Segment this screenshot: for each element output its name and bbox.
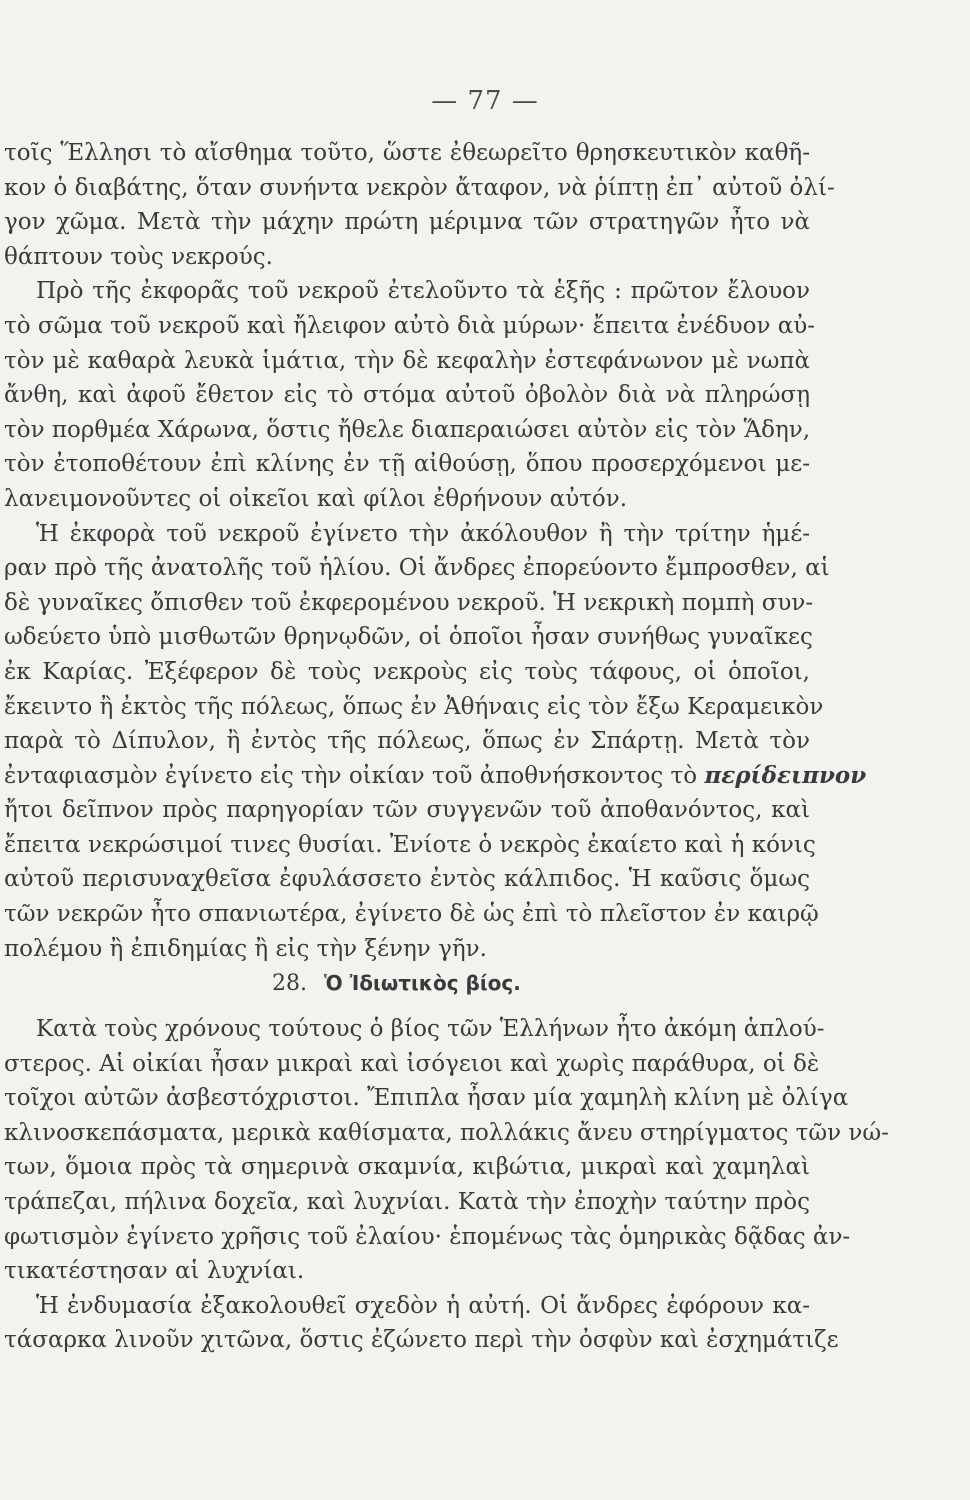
text-line: τοῖχοι αὐτῶν ἀσβεστόχριστοι. Ἔπιπλα ἦσαν μία χαμηλὴ κλίνη μὲ ὀλίγα [4,1085,849,1112]
text-line: κλινοσκεπάσματα, μερικὰ καθίσματα, πολλάκις ἄνευ στηρίγματος τῶν νώ- [4,1119,889,1146]
text-line: δὲ γυναῖκες ὄπισθεν τοῦ ἐκφερομένου νεκροῦ. Ἡ νεκρικὴ πομπὴ συν- [4,589,814,616]
text-line: γον χῶμα. Μετὰ τὴν μάχην πρώτη μέριμνα τῶν στρατηγῶν ἦτο νὰ [4,209,810,236]
text-line: ἤτοι δεῖπνον πρὸς παρηγορίαν τῶν συγγενῶν τοῦ ἀποθανόντος, καὶ [4,797,810,824]
text-line: τικατέστησαν αἱ λυχνίαι. [4,1258,305,1285]
text-line: τὸ σῶμα τοῦ νεκροῦ καὶ ἤλειφον αὐτὸ διὰ μύρων· ἔπειτα ἐνέδυον αὐ- [4,312,816,339]
text-line: Ἡ ἐκφορὰ τοῦ νεκροῦ ἐγίνετο τὴν ἀκόλουθον ἢ τὴν τρίτην ἡμέ- [36,520,810,547]
page-number: — 77 — [431,86,539,116]
text-line: ἄνθη, καὶ ἀφοῦ ἔθετον εἰς τὸ στόμα αὐτοῦ ὀβολὸν διὰ νὰ πληρώσῃ [4,382,810,409]
text-line: τάσαρκα λινοῦν χιτῶνα, ὅστις ἐζώνετο περὶ τὴν ὀσφὺν καὶ ἐσχημάτιζε [4,1327,839,1354]
text-line-with-emphasis [0,759,867,794]
text-line: ἔπειτα νεκρώσιμοί τινες θυσίαι. Ἐνίοτε ὁ νεκρὸς ἐκαίετο καὶ ἡ κόνις [4,831,816,858]
text-line: στερος. Αἱ οἰκίαι ἦσαν μικραὶ καὶ ἰσόγειοι καὶ χωρὶς παράθυρα, οἱ δὲ [4,1050,820,1077]
text-line: τὸν ἐτοποθέτουν ἐπὶ κλίνης ἐν τῇ αἰθούσῃ, ὅπου προσερχόμενοι με- [4,451,810,478]
emphasized-word: περίδειπνον [704,761,867,789]
upper-text-block [0,136,867,966]
text-line: ἐκ Καρίας. Ἐξέφερον δὲ τοὺς νεκροὺς εἰς τοὺς τάφους, οἱ ὁποῖοι, [4,658,810,685]
text-line: Πρὸ τῆς ἐκφορᾶς τοῦ νεκροῦ ἐτελοῦντο τὰ ἑξῆς : πρῶτον ἔλουον [36,278,810,305]
text-line: τῶν νεκρῶν ἦτο σπανιωτέρα, ἐγίνετο δὲ ὡς ἐπὶ τὸ πλεῖστον ἐν καιρῷ [4,901,819,928]
text-fragment: ἐνταφιασμὸν ἐγίνετο εἰς τὴν οἰκίαν τοῦ ἀποθνήσκοντος τὸ [4,762,698,789]
text-line: τὸν μὲ καθαρὰ λευκὰ ἱμάτια, τὴν δὲ κεφαλὴν ἐστεφάνωνον μὲ νωπὰ [4,347,810,374]
section-title: Ὁ Ἰδιωτικὸς βίος. [324,971,521,995]
text-line: των, ὅμοια πρὸς τὰ σημερινὰ σκαμνία, κιβώτια, μικραὶ καὶ χαμηλαὶ [4,1154,810,1181]
text-line: παρὰ τὸ Δίπυλον, ἢ ἐντὸς τῆς πόλεως, ὅπως ἐν Σπάρτῃ. Μετὰ τὸν [4,728,810,755]
text-line: τράπεζαι, πήλινα δοχεῖα, καὶ λυχνίαι. Κατὰ τὴν ἐποχὴν ταύτην πρὸς [4,1188,810,1215]
text-line: αὐτοῦ περισυναχθεῖσα ἐφυλάσσετο ἐντὸς κάλπιδος. Ἡ καῦσις ὅμως [4,866,810,893]
text-line: Κατὰ τοὺς χρόνους τούτους ὁ βίος τῶν Ἑλλήνων ἦτο ἀκόμη ἁπλού- [36,1016,825,1042]
text-line: ωδεύετο ὑπὸ μισθωτῶν θρηνῳδῶν, οἱ ὁποῖοι ἦσαν συνήθως γυναῖκες [4,624,813,651]
text-line: φωτισμὸν ἐγίνετο χρῆσις τοῦ ἐλαίου· ἑπομένως τὰς ὁμηρικὰς δᾷδας ἀν- [4,1223,851,1250]
text-line: κον ὁ διαβάτης, ὅταν συνήντα νεκρὸν ἄταφον, νὰ ῥίπτῃ ἐπ᾽ αὐτοῦ ὀλί- [4,174,835,201]
text-line: ἔκειντο ἢ ἐκτὸς τῆς πόλεως, ὅπως ἐν Ἀθήναις εἰς τὸν ἔξω Κεραμεικὸν [4,693,824,720]
text-line: τοῖς Ἕλλησι τὸ αἴσθημα τοῦτο, ὥστε ἐθεωρεῖτο θρησκευτικὸν καθῆ- [4,140,810,166]
text-line: Ἡ ἐνδυμασία ἐξακολουθεῖ σχεδὸν ἡ αὐτή. Οἱ ἄνδρες ἐφόρουν κα- [36,1292,810,1319]
text-line: τὸν πορθμέα Χάρωνα, ὅστις ἤθελε διαπεραιώσει αὐτὸν εἰς τὸν Ἅδην, [4,416,811,443]
text-line: ραν πρὸ τῆς ἀνατολῆς τοῦ ἡλίου. Οἱ ἄνδρες ἐπορεύοντο ἔμπροσθεν, αἱ [4,555,830,582]
text-line: πολέμου ἢ ἐπιδημίας ἢ εἰς τὴν ξένην γῆν. [4,935,487,962]
section-heading [0,966,830,1001]
text-line: θάπτουν τοὺς νεκρούς. [4,243,273,270]
lower-text-block [0,1012,889,1358]
text-line: λανειμονοῦντες οἱ οἰκεῖοι καὶ φίλοι ἐθρήνουν αὐτόν. [4,485,628,512]
section-number: 28. [272,971,307,996]
